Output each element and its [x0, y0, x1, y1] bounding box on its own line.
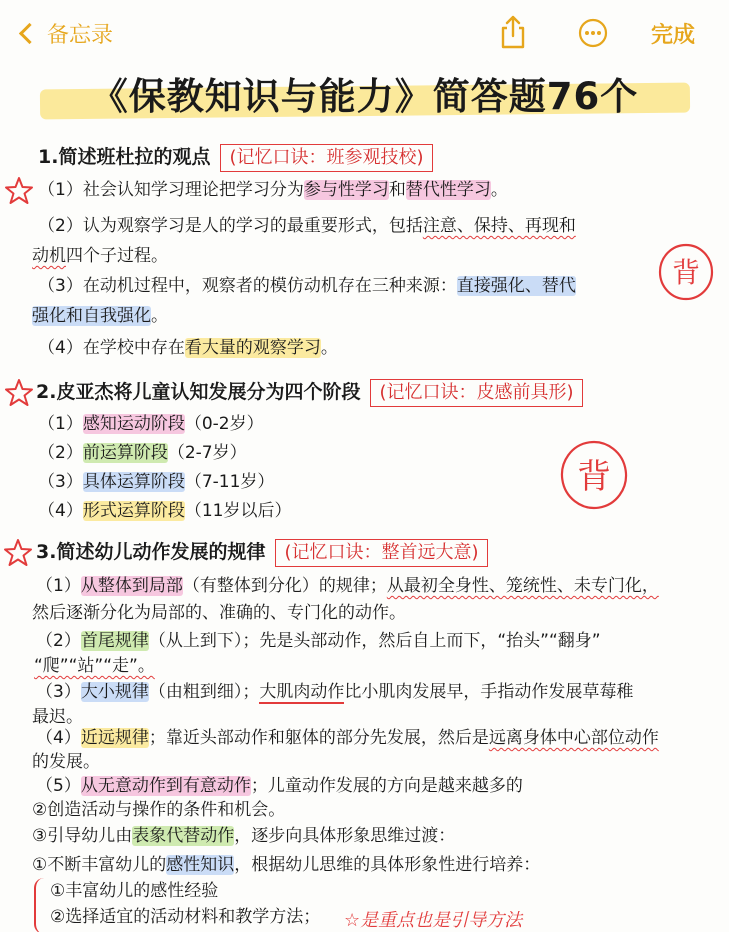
text-span: （2）认为观察学习是人的学习的最重要形式，包括	[38, 216, 423, 236]
text-span: （1）	[38, 414, 83, 434]
hl-self-reinforcement: 强化和自我强化	[32, 306, 151, 326]
text-span: ；靠近头部动作和躯体的部分先发展，然后是	[148, 728, 489, 748]
q3-line-6: 最迟。	[32, 707, 83, 727]
q3-line-12	[32, 851, 540, 880]
text-span: （由粗到细）；	[148, 682, 260, 702]
text-span: ；儿童动作发展的方向是越来越多的	[250, 776, 523, 796]
text-span: （2-7岁）	[167, 443, 247, 463]
q2-mnemonic: (记忆口诀：皮感前具形)	[370, 379, 582, 407]
page-title: 《保教知识与能力》简答题76个	[90, 75, 639, 118]
wavy-crawl-stand-walk: “爬”“站”“走”。	[34, 656, 155, 676]
text-span: （4）在学校中存在	[38, 338, 185, 358]
hl-perceptual-knowledge: 感性知识	[166, 855, 235, 875]
nav-bar	[0, 0, 729, 66]
star-icon	[4, 176, 34, 206]
star-icon	[4, 378, 34, 408]
hl-head-tail: 首尾规律	[80, 631, 149, 651]
q1-mnemonic: (记忆口诀：班参观技校)	[220, 144, 432, 172]
title-area	[0, 66, 729, 128]
text-span: （有整体到分化）的规律；	[182, 576, 387, 596]
hl-stage-1: 感知运动阶段	[82, 414, 185, 434]
q1-line-2	[38, 212, 576, 241]
q2-item-4	[38, 497, 291, 526]
hl-stage-4: 形式运算阶段	[82, 501, 185, 521]
wavy-attention-retention: 注意、保持、再现和	[422, 216, 576, 236]
text-span: （从上到下）；先是头部动作，然后自上而下，“抬头”“翻身”	[148, 631, 601, 651]
q3-mnemonic: (记忆口诀：整首远大意)	[275, 539, 487, 567]
q3-line-7	[36, 724, 659, 753]
q2-item-1	[38, 410, 264, 439]
text-span: （1）	[36, 576, 81, 596]
text-span: 和	[388, 180, 406, 200]
handwritten-note: ☆是重点也是引导方法	[344, 910, 523, 931]
text-span: （4）	[38, 501, 83, 521]
text-span: ①不断丰富幼儿的	[32, 855, 167, 875]
hl-vicarious-learning: 替代性学习	[405, 180, 491, 200]
text-span: （1）社会认知学习理论把学习分为	[38, 180, 304, 200]
text-span: ，逐步向具体形象思维过渡：	[234, 826, 456, 846]
text-span: （7-11岁）	[184, 472, 275, 492]
text-span: （3）在动机过程中，观察者的模仿动机存在三种来源：	[38, 276, 457, 296]
hl-representation: 表象代替动作	[132, 826, 235, 846]
hl-big-small: 大小规律	[80, 682, 149, 702]
hl-direct-reinforcement: 直接强化、替代	[456, 276, 576, 296]
back-button[interactable]	[14, 16, 113, 50]
stamp-text: 背	[577, 457, 611, 497]
q3-line-5	[36, 678, 633, 707]
q1-line-4	[38, 272, 576, 301]
hl-observational-learning: 看大量的观察学习	[184, 338, 321, 358]
q1-line-1	[38, 176, 508, 205]
q1-line-3	[32, 242, 168, 271]
more-options-icon[interactable]	[578, 18, 608, 48]
text-span: ③引导幼儿由	[32, 826, 133, 846]
brace-mark	[34, 878, 48, 932]
q1-line-5	[32, 302, 168, 331]
q3-heading: 3.简述幼儿动作发展的规律	[36, 541, 266, 563]
q3-heading-row	[36, 538, 488, 567]
star-icon	[3, 538, 33, 568]
q3-line-4	[34, 652, 155, 681]
q3-line-14: ②选择适宜的活动材料和教学方法；	[50, 907, 321, 927]
text-span: （2）	[36, 631, 81, 651]
share-icon[interactable]	[497, 14, 529, 50]
text-span: （0-2岁）	[184, 414, 264, 434]
text-span: （4）	[36, 728, 81, 748]
text-span: （3）	[36, 682, 81, 702]
underline-large-muscle: 大肌肉动作	[259, 682, 345, 702]
q1-line-6	[38, 334, 338, 363]
text-span: ，根据幼儿思维的具体形象性进行培养：	[234, 855, 541, 875]
chevron-left-icon	[19, 22, 40, 43]
hl-stage-2: 前运算阶段	[82, 443, 168, 463]
memorize-stamp-icon	[657, 242, 715, 302]
hl-stage-3: 具体运算阶段	[82, 472, 185, 492]
q3-line-2: 然后逐渐分化为局部的、准确的、专门化的动作。	[32, 603, 406, 623]
stamp-text: 背	[671, 256, 701, 289]
done-button[interactable]: 完成	[651, 23, 696, 48]
q2-heading: 2.皮亚杰将儿童认知发展分为四个阶段	[36, 381, 361, 403]
text-span: 。	[151, 306, 168, 326]
memorize-stamp-icon	[558, 438, 630, 512]
q2-item-3	[38, 468, 274, 497]
hl-unconscious-to-conscious: 从无意动作到有意动作	[80, 776, 251, 796]
q3-line-10: ②创造活动与操作的条件和机会。	[32, 800, 286, 820]
text-span: （11岁以后）	[184, 501, 292, 521]
text-span: 四个子过程。	[66, 246, 168, 266]
text-span: （2）	[38, 443, 83, 463]
wavy-whole-body: 从最初全身性、笼统性、未专门化，	[386, 576, 659, 596]
text-span: （3）	[38, 472, 83, 492]
hl-near-far: 近远规律	[80, 728, 149, 748]
q2-heading-row	[36, 378, 583, 407]
text-span: 。	[490, 180, 508, 200]
back-label: 备忘录	[47, 22, 114, 48]
q1-heading: 1.简述班杜拉的观点	[38, 146, 211, 168]
q3-line-11	[32, 822, 455, 851]
q2-item-2	[38, 439, 247, 468]
text-span: 。	[320, 338, 338, 358]
hl-participatory-learning: 参与性学习	[303, 180, 389, 200]
q3-line-8: 的发展。	[32, 752, 100, 772]
hl-whole-to-part: 从整体到局部	[80, 576, 183, 596]
q3-line-1	[36, 572, 659, 601]
text-span: （5）	[36, 776, 81, 796]
q3-line-13: ①丰富幼儿的感性经验	[50, 881, 219, 901]
q1-heading-row	[38, 143, 433, 172]
text-span: 比小肌肉发展早，手指动作发展草莓稚	[344, 682, 634, 702]
wavy-motivation: 动机	[32, 246, 66, 266]
wavy-far-from-center: 远离身体中心部位动作	[488, 728, 659, 748]
